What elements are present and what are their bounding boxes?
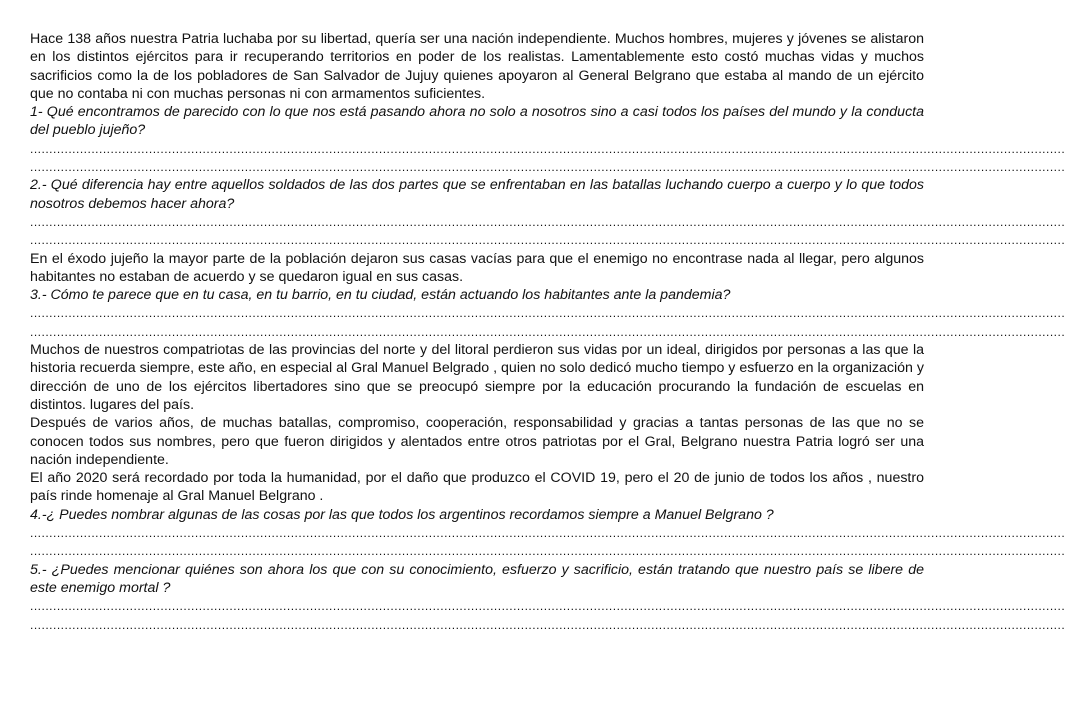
answer-line-2a[interactable]: ..............................................................................................................................................................................................................................................................................	[30, 214, 1065, 229]
despues-paragraph: Después de varios años, de muchas batallas, compromiso, cooperación, responsabilidad y gracias a tantas personas de las que no se conocen todos sus nombres, pero que fueron dirigidos y alentados entre otros patriotas por el Gral, Belgrano nuestra Patria logró ser una nación independiente.	[30, 415, 924, 468]
compatriotas-paragraph: Muchos de nuestros compatriotas de las provincias del norte y del litoral perdieron sus vidas por un ideal, dirigidos por personas a las que la historia recuerda siempre, este año, en especial al Gral Manuel Belgrado , quien no solo dedicó mucho tiempo y esfuerzo en la organización y dirección de uno de los ejércitos libertadores sino que se preocupó siempre por la educación procurando la fundación de escuelas en distintos. lugares del país.	[30, 342, 924, 413]
answer-line-5a[interactable]: ..............................................................................................................................................................................................................................................................................	[30, 599, 1065, 614]
question-5: 5.- ¿Puedes mencionar quiénes son ahora los que con su conocimiento, esfuerzo y sacrificio, están tratando que nuestro país se libere de este enemigo mortal ?	[30, 561, 924, 596]
answer-line-4a[interactable]: ..............................................................................................................................................................................................................................................................................	[30, 526, 1065, 541]
answer-line-1b[interactable]: ..............................................................................................................................................................................................................................................................................	[30, 160, 1065, 175]
answer-line-3b[interactable]: ..............................................................................................................................................................................................................................................................................	[30, 324, 1065, 339]
exodo-paragraph: En el éxodo jujeño la mayor parte de la población dejaron sus casas vacías para que el enemigo no encontrase nada al llegar, pero algunos habitantes no estaban de acuerdo y se quedaron igual en sus casas.	[30, 250, 924, 285]
answer-line-5b[interactable]: ..............................................................................................................................................................................................................................................................................	[30, 617, 1065, 632]
question-3: 3.- Cómo te parece que en tu casa, en tu barrio, en tu ciudad, están actuando los habitantes ante la pandemia?	[30, 287, 731, 304]
question-2: 2.- Qué diferencia hay entre aquellos soldados de las dos partes que se enfrentaban en las batallas luchando cuerpo a cuerpo y lo que todos nosotros debemos hacer ahora?	[30, 177, 924, 212]
answer-line-1a[interactable]: ..............................................................................................................................................................................................................................................................................	[30, 141, 1065, 156]
anio-2020-paragraph: El año 2020 será recordado por toda la humanidad, por el daño que produzco el COVID 19, pero el 20 de junio de todos los años , nuestro país rinde homenaje al Gral Manuel Belgrano .	[30, 470, 924, 505]
answer-line-3a[interactable]: ..............................................................................................................................................................................................................................................................................	[30, 306, 1065, 321]
answer-line-2b[interactable]: ..............................................................................................................................................................................................................................................................................	[30, 233, 1065, 248]
question-4: 4.-¿ Puedes nombrar algunas de las cosas por las que todos los argentinos recordamos siempre a Manuel Belgrano ?	[30, 506, 774, 523]
question-1: 1- Qué encontramos de parecido con lo que nos está pasando ahora no solo a nosotros sino a casi todos los países del mundo y la conducta del pueblo jujeño?	[30, 104, 924, 139]
worksheet-page	[30, 30, 1065, 634]
intro-paragraph: Hace 138 años nuestra Patria luchaba por su libertad, quería ser una nación independiente. Muchos hombres, mujeres y jóvenes se alistaron en los distintos ejércitos para ir recuperando territorios en poder de los realistas. Lamentablemente esto costó muchas vidas y muchos sacrificios como la de los pobladores de San Salvador de Jujuy quienes apoyaron al General Belgrano que estaba al mando de un ejército que no contaba ni con muchas personas ni con armamentos suficientes.	[30, 31, 924, 102]
answer-line-4b[interactable]: ..............................................................................................................................................................................................................................................................................	[30, 544, 1065, 559]
